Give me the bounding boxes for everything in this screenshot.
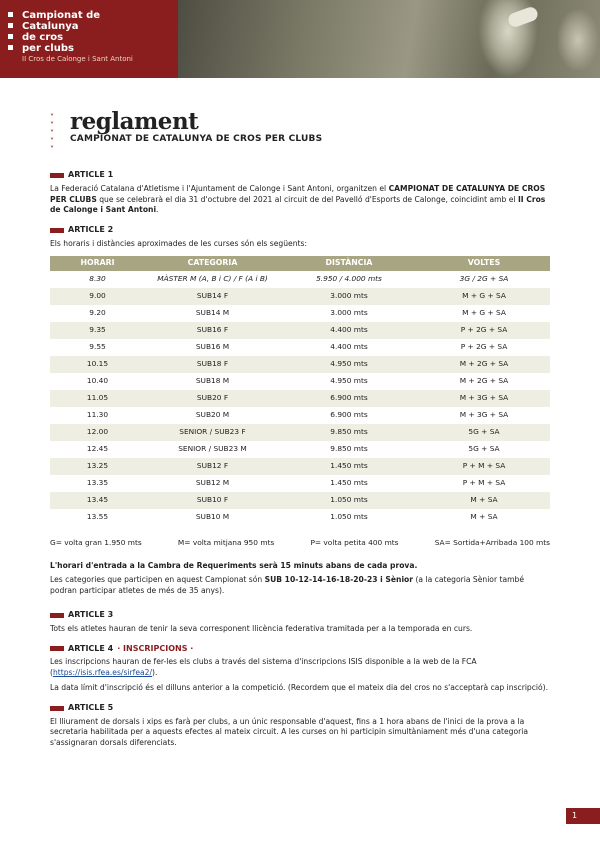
table-cell: SUB12 F: [145, 458, 280, 475]
article-4: [50, 644, 550, 694]
article-text: Tots els atletes hauran de tenir la seva corresponent llicència federativa tramitada per a la temporada en curs.: [50, 623, 473, 633]
table-row: [50, 322, 550, 339]
table-cell: 3.000 mts: [330, 307, 368, 317]
table-cell: SUB14 M: [195, 307, 230, 317]
header-bullets: [8, 12, 13, 56]
table-cell: 8.30: [89, 273, 106, 283]
document-body: [50, 170, 550, 758]
table-row: [50, 492, 550, 509]
table-cell: 9.00: [50, 288, 145, 305]
table-cell: MÀSTER M (A, B i C) / F (A i B): [157, 273, 268, 283]
table-cell: SENIOR / SUB23 F: [145, 424, 280, 441]
table-cell: 5G + SA: [468, 443, 500, 453]
table-cell: 13.55: [86, 511, 109, 521]
header-title-line: Catalunya: [22, 21, 79, 32]
table-cell: M + G + SA: [418, 288, 550, 305]
legend-item: G= volta gran 1.950 mts: [50, 537, 142, 547]
table-cell: 1.450 mts: [280, 458, 418, 475]
table-row: [50, 441, 550, 458]
header-title: [22, 10, 100, 54]
table-cell: 10.15: [50, 356, 145, 373]
page-title: reglament: [70, 108, 199, 135]
table-cell: P + 2G + SA: [418, 322, 550, 339]
table-cell: 13.25: [50, 458, 145, 475]
table-row: [50, 305, 550, 322]
square-bullet-icon: [50, 613, 64, 618]
table-cell: 5.950 / 4.000 mts: [316, 273, 382, 283]
legend-item: M= volta mitjana 950 mts: [177, 537, 275, 547]
table-cell: 4.400 mts: [280, 322, 418, 339]
article-text: Els horaris i distàncies aproximades de les curses són els següents:: [50, 238, 308, 248]
square-bullet-icon: [50, 646, 64, 651]
table-cell: M + 2G + SA: [418, 356, 550, 373]
table-cell: P + M + SA: [462, 477, 506, 487]
table-cell: SUB10 M: [195, 511, 230, 521]
article-2: [50, 225, 550, 250]
table-cell: 5G + SA: [418, 424, 550, 441]
article-text: Les inscripcions hauran de fer-les els clubs a través del sistema d'inscripcions ISIS disponible a la web de la FCA (https://isis.rfea.es/sirfea2/).: [50, 657, 477, 678]
table-cell: SUB12 M: [195, 477, 230, 487]
table-cell: SUB14 F: [145, 288, 280, 305]
header-banner: [0, 0, 600, 78]
square-bullet-icon: [50, 228, 64, 233]
header-subtitle: II Cros de Calonge i Sant Antoni: [22, 55, 133, 63]
table-cell: SUB18 F: [145, 356, 280, 373]
article-label: ARTICLE 2: [68, 225, 114, 235]
isis-link[interactable]: https://isis.rfea.es/sirfea2/: [52, 668, 153, 678]
schedule-table: [50, 256, 550, 526]
table-cell: 11.30: [86, 409, 109, 419]
cambra-note: L'horari d'entrada a la Cambra de Requeriments serà 15 minuts abans de cada prova.: [50, 560, 418, 570]
article-label: ARTICLE 3: [68, 609, 114, 619]
table-row: [50, 407, 550, 424]
page-subtitle: CAMPIONAT DE CATALUNYA DE CROS PER CLUBS: [70, 134, 323, 144]
table-row: [50, 509, 550, 526]
categories-note: Les categories que participen en aquest Campionat són SUB 10-12-14-16-18-20-23 i Sènior (a la categoria Sènior també podran participar atletes de més de 35 anys).: [50, 575, 525, 596]
table-cell: 3.000 mts: [280, 288, 418, 305]
header-title-line: Campionat de: [22, 10, 101, 21]
article-5: [50, 703, 550, 749]
table-cell: 9.20: [89, 307, 106, 317]
table-row: [50, 390, 550, 407]
table-cell: SUB16 F: [145, 322, 280, 339]
table-row: [50, 475, 550, 492]
article-label: ARTICLE 5: [68, 702, 114, 712]
table-cell: SUB20 F: [145, 390, 280, 407]
article-text: La data límit d'inscripció és el dilluns anterior a la competició. (Recordem que el mateix dia del cros no s'acceptarà cap inscripció).: [50, 682, 549, 692]
article-text: La Federació Catalana d'Atletisme i l'Ajuntament de Calonge i Sant Antoni, organitzen el CAMPIONAT DE CATALUNYA DE CROS PER CLUBS que se celebrarà el dia 31 d'octubre del 2021 al circuit de del Pavelló d'Esports de Calonge, coincidint amb el II Cros de Calonge i Sant Antoni.: [50, 183, 546, 215]
table-cell: P + M + SA: [418, 458, 550, 475]
square-bullet-icon: [50, 173, 64, 178]
table-cell: 12.00: [50, 424, 145, 441]
article-heading: [50, 225, 550, 236]
column-header: VOLTES: [418, 256, 550, 271]
runner-silhouette: [558, 10, 598, 70]
table-header-row: [50, 256, 550, 271]
table-cell: 13.35: [86, 477, 109, 487]
legend: [50, 538, 550, 549]
table-row: [50, 356, 550, 373]
column-header: CATEGORIA: [145, 256, 280, 271]
table-cell: 4.950 mts: [280, 356, 418, 373]
legend-item: P= volta petita 400 mts: [310, 537, 399, 547]
article-heading: [50, 170, 550, 181]
article-label: ARTICLE 1: [68, 170, 114, 179]
table-cell: 1.050 mts: [280, 492, 418, 509]
table-cell: P + 2G + SA: [460, 341, 508, 351]
table-row: [50, 339, 550, 356]
table-cell: 6.900 mts: [280, 390, 418, 407]
table-cell: 1.450 mts: [330, 477, 368, 487]
table-cell: SUB10 F: [145, 492, 280, 509]
table-cell: M + SA: [470, 511, 498, 521]
table-row: [50, 373, 550, 390]
table-cell: 9.850 mts: [280, 424, 418, 441]
table-cell: SENIOR / SUB23 M: [178, 443, 247, 453]
table-cell: M + SA: [418, 492, 550, 509]
table-cell: M + 3G + SA: [418, 390, 550, 407]
article-3: [50, 610, 550, 635]
article-heading: [50, 610, 550, 621]
article-text: El lliurament de dorsals i xips es farà per clubs, a un únic responsable d'aquest, fins a 1 hora abans de l'inici de la prova a la secretaria habilitada per a aquests efectes al mateix circuit. A les curses on hi participin simultàniament més d'una categoria s'assignaran dorsals diferenciats.: [50, 716, 529, 748]
chevron-icon: ˅ ˅ ˅ ˅ ˅: [50, 113, 54, 154]
table-row: [50, 271, 550, 288]
table-cell: 4.950 mts: [330, 375, 368, 385]
table-cell: 13.45: [50, 492, 145, 509]
table-cell: 9.55: [89, 341, 106, 351]
article-heading: [50, 703, 550, 714]
article-heading: [50, 644, 550, 655]
table-cell: 9.850 mts: [330, 443, 368, 453]
header-photo: [178, 0, 600, 78]
table-cell: 9.35: [50, 322, 145, 339]
table-cell: M + 2G + SA: [459, 375, 509, 385]
table-cell: 1.050 mts: [330, 511, 368, 521]
table-cell: SUB16 M: [195, 341, 230, 351]
table-cell: 6.900 mts: [330, 409, 368, 419]
column-header: DISTÀNCIA: [280, 256, 418, 271]
page-number: 1: [566, 808, 600, 824]
table-cell: M + G + SA: [462, 307, 506, 317]
table-cell: SUB20 M: [195, 409, 230, 419]
header-title-line: de cros: [22, 32, 64, 43]
article-1: [50, 170, 550, 216]
table-cell: 10.40: [86, 375, 109, 385]
article-tag: · INSCRIPCIONS ·: [117, 643, 194, 653]
table-row: [50, 424, 550, 441]
article-label: ARTICLE 4: [68, 643, 114, 653]
header-title-line: per clubs: [22, 43, 74, 54]
table-cell: M + 3G + SA: [459, 409, 509, 419]
legend-item: SA= Sortida+Arribada 100 mts: [434, 537, 550, 547]
table-row: [50, 288, 550, 305]
table-cell: SUB18 M: [195, 375, 230, 385]
table-cell: 3G / 2G + SA: [459, 273, 509, 283]
square-bullet-icon: [50, 706, 64, 711]
table-cell: 12.45: [86, 443, 109, 453]
table-cell: 4.400 mts: [330, 341, 368, 351]
table-row: [50, 458, 550, 475]
table-cell: 11.05: [50, 390, 145, 407]
column-header: HORARI: [50, 256, 145, 271]
